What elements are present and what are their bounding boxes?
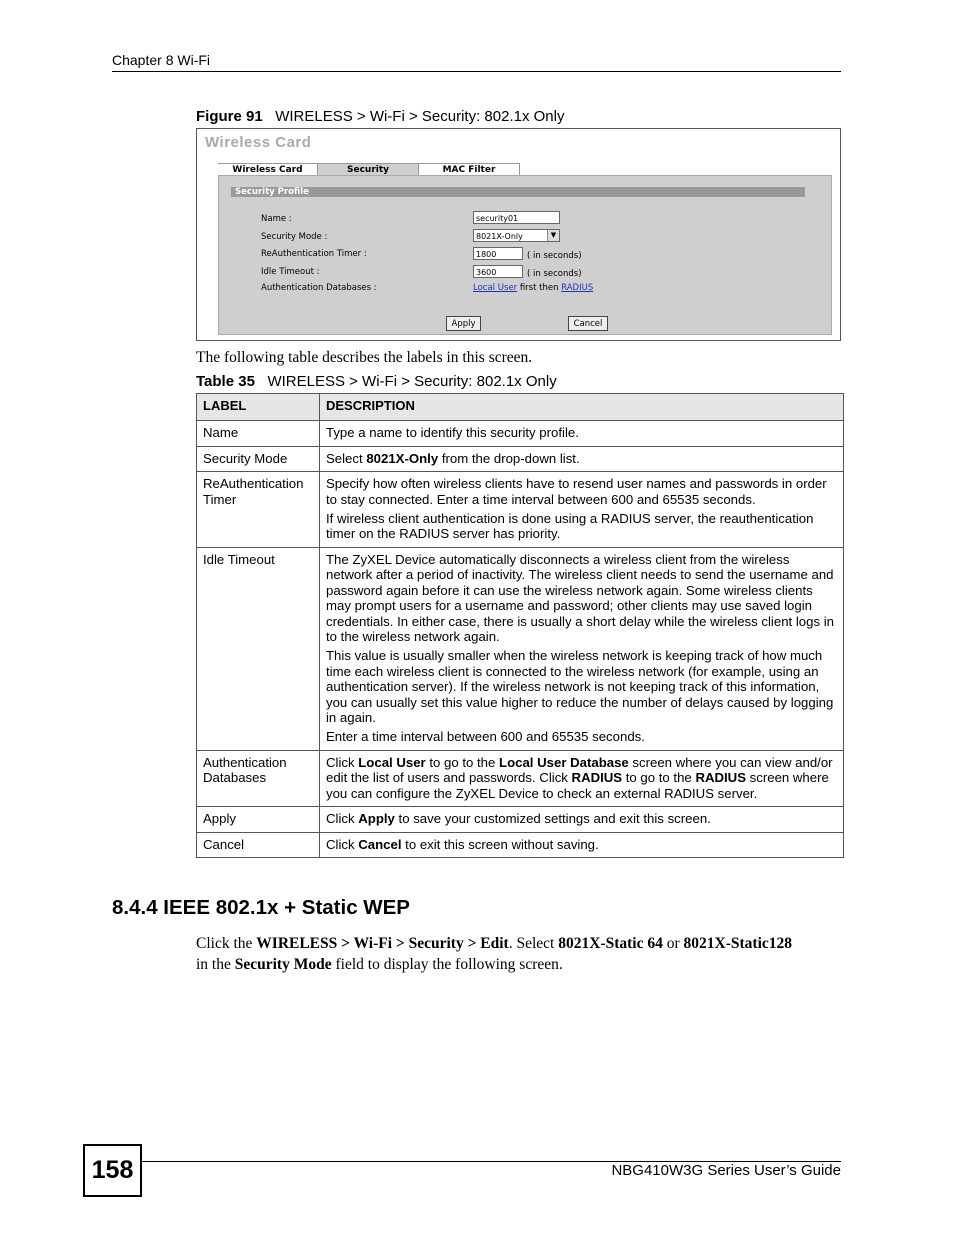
body-text: or — [662, 935, 684, 952]
row-label: Security Mode — [197, 446, 320, 472]
row-description: Type a name to identify this security profile. — [320, 421, 844, 447]
idle-timeout-label: Idle Timeout : — [261, 267, 320, 277]
desc-text: to go to the — [425, 754, 500, 770]
chapter-header: Chapter 8 Wi-Fi — [112, 52, 211, 68]
body-text: Click the — [196, 935, 257, 952]
row-label: Name — [197, 421, 320, 447]
row-description — [320, 472, 844, 548]
tab-mac-filter[interactable]: MAC Filter — [419, 163, 520, 176]
table-header-row — [197, 394, 844, 421]
row-label: Cancel — [197, 832, 320, 858]
radius-link[interactable]: RADIUS — [561, 283, 594, 293]
reauth-unit: ( in seconds) — [527, 251, 582, 261]
desc-paragraph: This value is usually smaller when the wireless network is keeping track of how much time each wireless client is connected to the wireless network (for example, using an authentication server). If the wireless network is not keeping track of this information, you can usually set this value higher to reduce the number of delays caused by logging in again. — [326, 648, 834, 725]
desc-bold: Local User Database — [499, 754, 629, 770]
row-description — [320, 832, 844, 858]
table-row — [197, 421, 844, 447]
desc-text: Select — [326, 450, 367, 466]
security-mode-label: Security Mode : — [261, 232, 328, 242]
table-caption — [196, 373, 557, 390]
row-label: Idle Timeout — [197, 547, 320, 750]
desc-bold: Cancel — [358, 836, 402, 852]
name-input[interactable]: security01 — [473, 211, 560, 224]
auth-order-text: first then — [519, 283, 559, 293]
desc-text: to go to the — [622, 770, 696, 785]
page-number: 158 — [83, 1144, 142, 1197]
security-profile-heading: Security Profile — [231, 187, 805, 197]
desc-text: screen where you can configure the ZyXEL Device to check an external RADIUS server. — [326, 770, 829, 801]
row-label: Apply — [197, 807, 320, 833]
figure-caption — [196, 108, 564, 125]
auth-databases-value — [473, 283, 593, 293]
figure-screenshot — [196, 128, 841, 341]
desc-text: to save your customized settings and exit this screen. — [394, 811, 711, 826]
table-row — [197, 832, 844, 858]
body-text: field to display the following screen. — [331, 956, 563, 973]
row-description — [320, 547, 844, 750]
desc-paragraph: If wireless client authentication is done using a RADIUS server, the reauthentication timer on the RADIUS server has priority. — [326, 510, 814, 541]
cancel-button[interactable]: Cancel — [568, 316, 608, 331]
table-row — [197, 807, 844, 833]
reauth-timer-label: ReAuthentication Timer : — [261, 249, 367, 259]
security-mode-value: 8021X-Only — [476, 232, 523, 241]
desc-text: Click — [326, 754, 359, 770]
desc-text: from the drop-down list. — [438, 450, 580, 466]
tab-security[interactable]: Security — [318, 163, 419, 176]
desc-text: screen where you can view and/or edit the list of users and passwords. Click — [326, 754, 833, 785]
table-row — [197, 547, 844, 750]
desc-paragraph: Enter a time interval between 600 and 65535 seconds. — [326, 729, 645, 744]
security-mode-select[interactable] — [473, 229, 560, 242]
body-bold: WIRELESS > Wi-Fi > Security > Edit — [256, 935, 509, 952]
table-row — [197, 472, 844, 548]
guide-title: NBG410W3G Series User’s Guide — [611, 1162, 841, 1179]
figure-title: WIRELESS > Wi-Fi > Security: 802.1x Only — [275, 108, 565, 125]
body-text: . Select — [508, 935, 559, 952]
name-label: Name : — [261, 214, 292, 224]
desc-bold: RADIUS — [571, 770, 623, 785]
desc-paragraph: The ZyXEL Device automatically disconnects a wireless client from the wireless network after a period of inactivity. The wireless client needs to send the username and password again before it can use the wireless network again. Some wireless clients may prompt users for a username and password; other clients may use saved login credentials. In either case, there is usually a short delay while the wireless client logs in to the wireless network again. — [326, 551, 834, 644]
section-title: 8.4.4 IEEE 802.1x + Static WEP — [112, 896, 410, 919]
idle-timeout-input[interactable]: 3600 — [473, 265, 523, 278]
row-description — [320, 446, 844, 472]
auth-databases-label: Authentication Databases : — [261, 283, 377, 293]
screen-title: Wireless Card — [205, 134, 312, 151]
body-bold: 8021X-Static128 — [683, 935, 793, 952]
desc-text: to exit this screen without saving. — [401, 836, 599, 852]
apply-button[interactable]: Apply — [446, 316, 481, 331]
body-bold: 8021X-Static 64 — [558, 935, 663, 952]
table-title: WIRELESS > Wi-Fi > Security: 802.1x Only — [267, 373, 557, 390]
row-description — [320, 750, 844, 807]
header-rule — [112, 71, 841, 72]
desc-text: Click — [326, 811, 359, 826]
body-bold: Security Mode — [234, 956, 332, 973]
desc-bold: Local User — [358, 754, 426, 770]
row-description — [320, 807, 844, 833]
figure-number: Figure 91 — [196, 108, 263, 125]
desc-bold: RADIUS — [695, 770, 746, 785]
intro-text: The following table describes the labels in this screen. — [196, 349, 533, 366]
desc-text: Click — [326, 836, 359, 852]
security-panel — [218, 175, 832, 335]
dropdown-arrow-icon[interactable]: ▼ — [547, 230, 559, 241]
table-row — [197, 446, 844, 472]
section-body — [196, 933, 806, 975]
desc-paragraph: Specify how often wireless clients have to resend user names and passwords in order to stay connected. Enter a time interval between 600 and 65535 seconds. — [326, 476, 827, 507]
table-number: Table 35 — [196, 373, 255, 390]
label-column-header: LABEL — [197, 394, 320, 421]
local-user-link[interactable]: Local User — [473, 283, 518, 293]
label-description-table — [196, 393, 844, 858]
desc-bold: 8021X-Only — [366, 450, 439, 466]
reauth-timer-input[interactable]: 1800 — [473, 247, 523, 260]
desc-bold: Apply — [358, 811, 395, 826]
row-label: ReAuthentication Timer — [197, 472, 320, 548]
row-label: Authentication Databases — [197, 750, 320, 807]
description-column-header: DESCRIPTION — [320, 394, 844, 421]
table-row — [197, 750, 844, 807]
tab-wireless-card[interactable]: Wireless Card — [218, 163, 318, 176]
idle-unit: ( in seconds) — [527, 269, 582, 279]
body-text: in the — [196, 956, 235, 973]
